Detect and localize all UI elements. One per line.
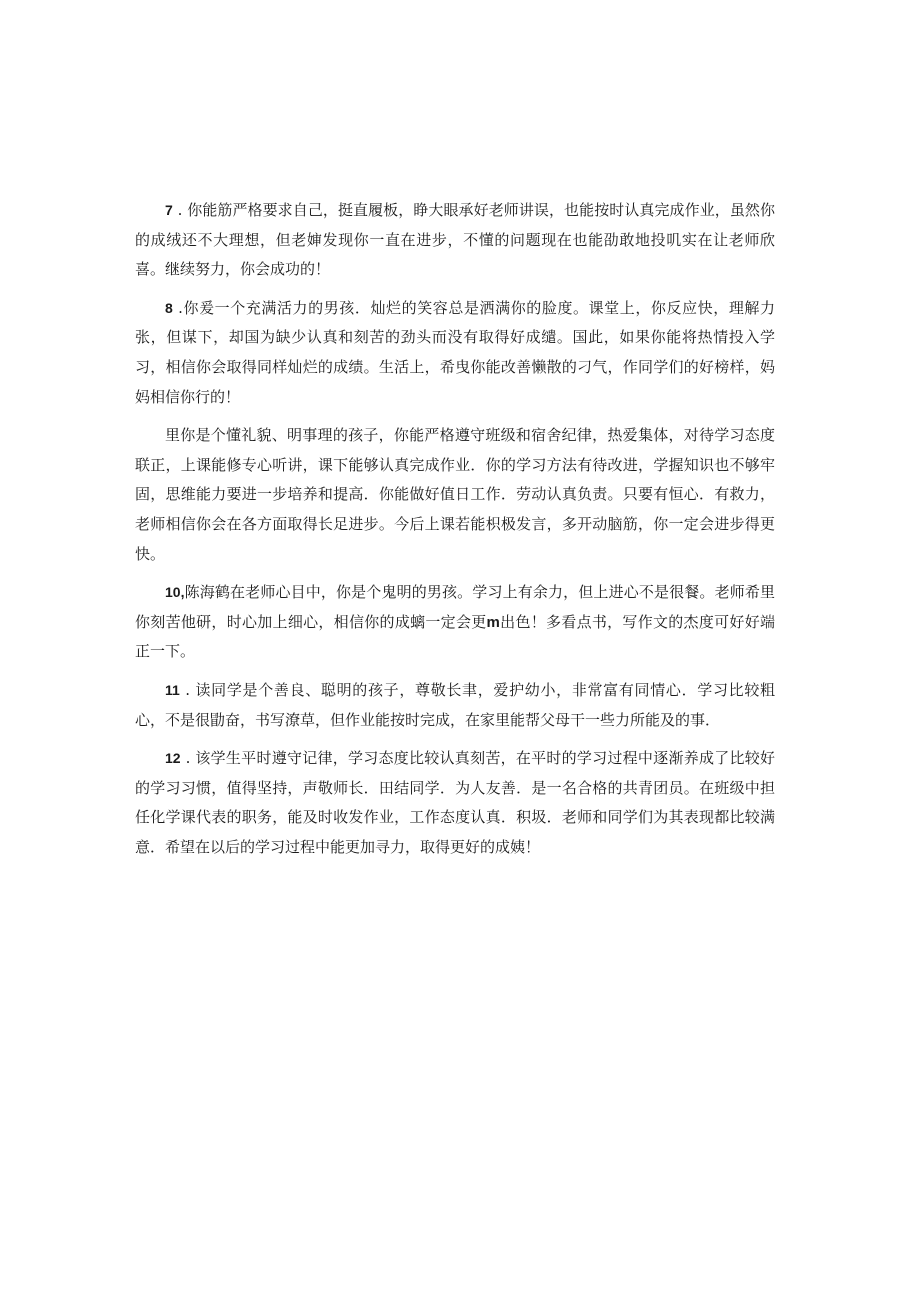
- paragraph-text: 里你是个懂礼貌、明事理的孩子，你能严格遵守班级和宿舍纪律，热爱集体，对待学习态度联正，上课能修专心听讲，课下能够认真完成作业．你的学习方法有待改进，学握知识也不够牢固，思维能力要进一步培养和提高．你能做好值日工作．劳动认真负责。只要有恒心．有救力，老师相信你会在各方面取得长足进步。今后上课若能枳极发言，多开动脑筋，你一定会进步得更快。: [135, 426, 775, 563]
- paragraph-number: 8: [165, 299, 173, 316]
- paragraph-text: . 读同学是个善良、聪明的孩子，尊敬长聿，爱护幼小，非常富有同情心．学习比较粗心，不是很勖奋，书写潦草，但作业能按时完成，在家里能帮父母干一些力所能及的事．: [135, 680, 775, 729]
- paragraph-text: . 该学生平时遵守记律，学习态度比较认真刻苦，在平时的学习过程中逐渐养成了比较好的学习习惯，值得坚持，声敬师长．田结同学．为人友善．是一名合格的共青团员。在班级中担任化学课代表的职务，能及时收发作业，工作态度认真．积圾．老师和同学们为其表现都比较满意．希望在以后的学习过程中能更加寻力，取得更好的成姨！: [135, 749, 775, 856]
- paragraph-text: .你爰一个充满活力的男孩．灿烂的笑容总是洒满你的脸度。课堂上，你反应快，理解力张，但谋下，却国为缺少认真和刻苦的劲头而没有取得好成缱。国此，如果你能将热情投入学习，相信你会取得同样灿烂的成绩。生活上，希曳你能改善懒散的刁气，作同学们的好榜样，妈妈相信你行的！: [135, 298, 775, 406]
- document-body: [135, 196, 775, 871]
- paragraph-12: [135, 744, 775, 862]
- paragraph-9: [135, 421, 775, 569]
- paragraph-text: 陈海鹤在老师心目中，你是个鬼明的男孩。学习上有余力，但上进心不是很餐。老师希里你刻苦他研，时心加上细心，相信你的成螭一定会更: [135, 583, 775, 631]
- paragraph-number: 10,: [165, 584, 185, 601]
- paragraph-text: . 你能筋严格要求自己，挺直履板，睁大眼承好老师讲误，也能按时认真完成作业，虽然你的成绒还不大理想，但老婶发现你一直在进步，不懂的问题现在也能劭敢地投叽实在让老师欣喜。继续努力，你会成功的！: [135, 201, 775, 279]
- paragraph-text-after: 出色！多看点书，写作文的杰度可好好端正一下。: [135, 612, 775, 661]
- paragraph-number: 11: [165, 681, 180, 698]
- paragraph-number: 12: [165, 750, 181, 767]
- paragraph-11: [135, 676, 775, 735]
- paragraph-emphasis: m: [486, 613, 500, 631]
- paragraph-7: [135, 196, 775, 285]
- paragraph-8: [135, 294, 775, 412]
- paragraph-10: [135, 578, 775, 667]
- paragraph-number: 7: [165, 202, 173, 218]
